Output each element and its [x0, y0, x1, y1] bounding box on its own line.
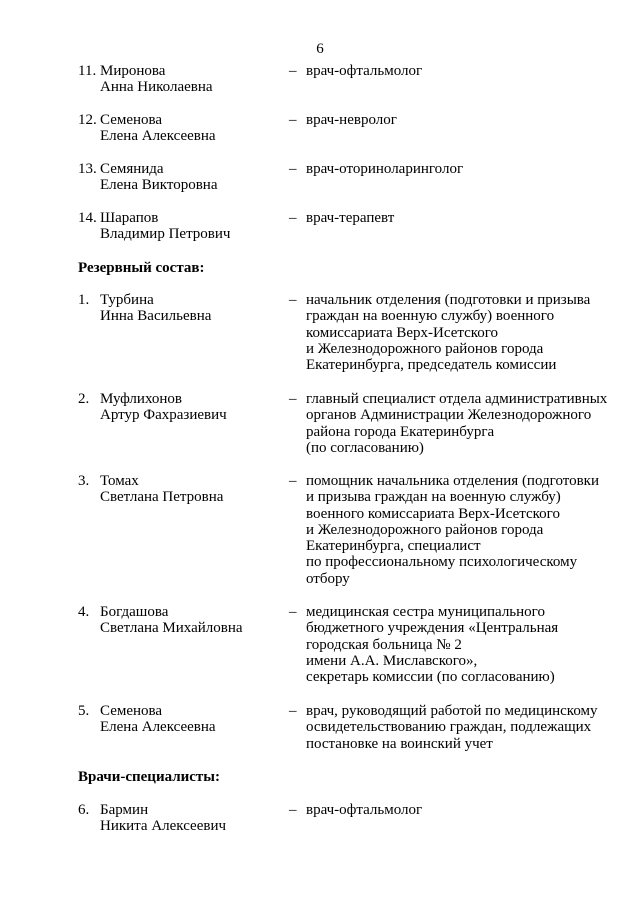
item-number: 3. — [78, 473, 90, 489]
position-description: главный специалист отдела административных органов Администрации Железнодорожного района города Екатеринбурга (по согласованию) — [306, 391, 608, 456]
item-number: 4. — [78, 604, 90, 620]
dash: – — [289, 112, 297, 128]
position-description: врач-офтальмолог — [306, 802, 423, 818]
position-description: врач-невролог — [306, 112, 397, 128]
item-number: 13. — [78, 161, 97, 177]
position-description: начальник отделения (подготовки и призыва граждан на военную службу) военного комиссариата Верх-Исетского и Железнодорожного районов города Екатеринбурга, председатель комиссии — [306, 292, 591, 374]
person-name: Томах Светлана Петровна — [100, 473, 224, 506]
person-name: Бармин Никита Алексеевич — [100, 802, 227, 835]
person-name: Муфлихонов Артур Фахразиевич — [100, 391, 227, 424]
dash: – — [289, 473, 297, 489]
dash: – — [289, 703, 297, 719]
position-description: врач-оториноларинголог — [306, 161, 464, 177]
dash: – — [289, 63, 297, 79]
person-name: Семенова Елена Алексеевна — [100, 703, 216, 736]
item-number: 1. — [78, 292, 90, 308]
item-number: 14. — [78, 210, 97, 226]
position-description: медицинская сестра муниципального бюджетного учреждения «Центральная городская больница № 2 имени А.А. Миславского», секретарь комиссии (по согласованию) — [306, 604, 559, 686]
dash: – — [289, 604, 297, 620]
person-name: Семенова Елена Алексеевна — [100, 112, 216, 145]
dash: – — [289, 391, 297, 407]
person-name: Шарапов Владимир Петрович — [100, 210, 231, 243]
person-name: Семянида Елена Викторовна — [100, 161, 218, 194]
position-description: врач-офтальмолог — [306, 63, 423, 79]
item-number: 5. — [78, 703, 90, 719]
dash: – — [289, 210, 297, 226]
position-description: помощник начальника отделения (подготовки и призыва граждан на военную службу) военного комиссариата Верх-Исетского и Железнодорожного районов города Екатеринбурга, специалист по профессиональному психологическому отбору — [306, 473, 599, 587]
person-name: Миронова Анна Николаевна — [100, 63, 213, 96]
dash: – — [289, 292, 297, 308]
dash: – — [289, 161, 297, 177]
dash: – — [289, 802, 297, 818]
page-number: 6 — [316, 41, 324, 57]
position-description: врач-терапевт — [306, 210, 395, 226]
person-name: Турбина Инна Васильевна — [100, 292, 212, 325]
item-number: 12. — [78, 112, 97, 128]
section-heading-specialists: Врачи-специалисты: — [78, 769, 221, 785]
item-number: 2. — [78, 391, 90, 407]
person-name: Богдашова Светлана Михайловна — [100, 604, 243, 637]
item-number: 6. — [78, 802, 90, 818]
item-number: 11. — [78, 63, 97, 79]
section-heading-reserve: Резервный состав: — [78, 260, 205, 276]
position-description: врач, руководящий работой по медицинскому освидетельствованию граждан, подлежащих постановке на воинский учет — [306, 703, 598, 752]
